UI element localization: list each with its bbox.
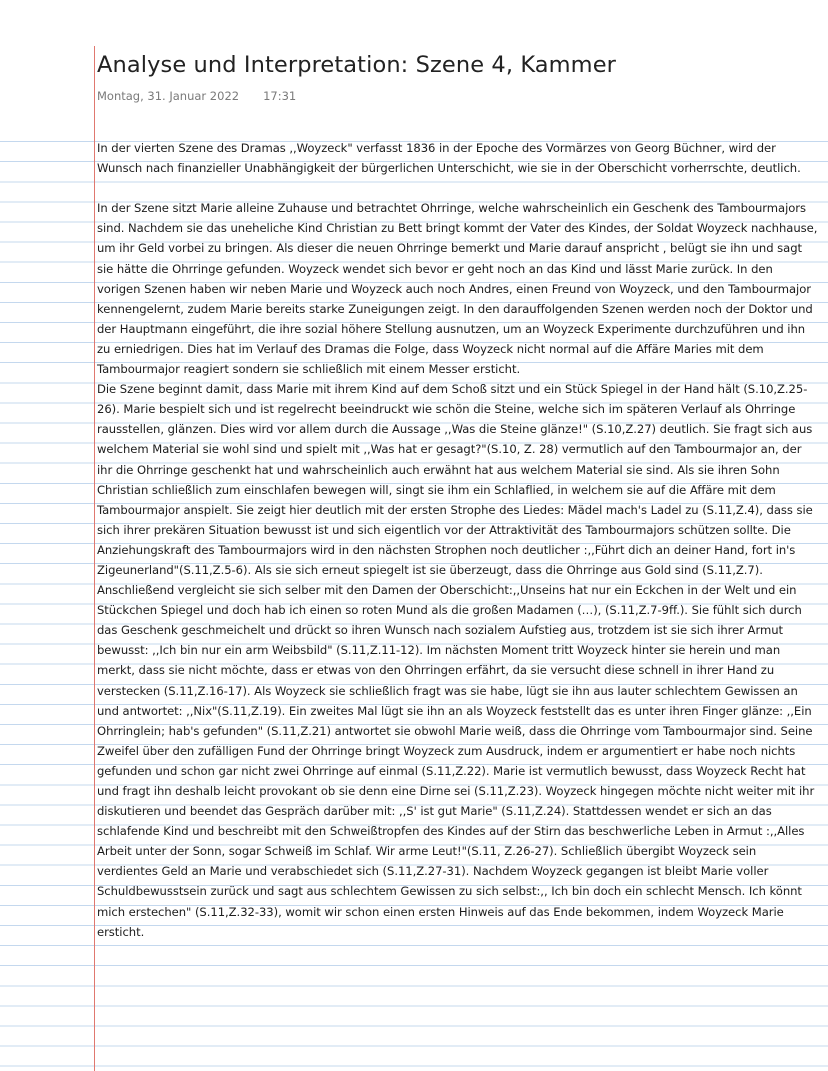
- note-date: Montag, 31. Januar 2022: [97, 89, 240, 103]
- paragraph-context: In der Szene sitzt Marie alleine Zuhause und betrachtet Ohrringe, welche wahrscheinlich ein Geschenk des Tambourmajors sind. Nachdem sie das uneheliche Kind Christian zu Bett bringt kommt der Vater des Kindes, der Soldat Woyzeck nachhause, um ihr Geld vorbei zu bringen. Als dieser die neuen Ohrringe bemerkt und Marie darauf anspricht , belügt sie ihn und sagt sie hätte die Ohrringe gefunden. Woyzeck wendet sich bevor er geht noch an das Kind und lässt Marie zurück. In den vorigen Szenen haben wir neben Marie und Woyzeck auch noch Andres, einen Freund von Woyzeck, und den Tambourmajor kennengelernt, zudem Marie bereits starke Zuneigungen zeigt. In den darauffolgenden Szenen werden noch der Doktor und der Hauptmann eingeführt, die ihre sozial höhere Stellung ausnutzen, um an Woyzeck Experimente durchzuführen und ihn zu erniedrigen. Dies hat im Verlauf des Dramas die Folge, dass Woyzeck nicht normal auf die Affäre Maries mit dem Tambourmajor reagiert sondern sie schließlich mit einem Messer ersticht.: [97, 201, 818, 377]
- paragraph-gap: [97, 178, 819, 198]
- note-time: 17:31: [263, 89, 297, 103]
- paragraph-intro: In der vierten Szene des Dramas ,,Woyzeck" verfasst 1836 in der Epoche des Vormärzes von Georg Büchner, wird der Wunsch nach finanzieller Unabhängigkeit der bürgerlichen Unterschicht, wie sie in der Oberschicht vorherrschte, deutlich.: [97, 141, 801, 176]
- note-timestamp: [97, 88, 296, 104]
- margin-line: [94, 46, 95, 1071]
- note-body[interactable]: [97, 138, 819, 942]
- page-title[interactable]: Analyse und Interpretation: Szene 4, Kammer: [97, 52, 616, 78]
- paragraph-analysis: Die Szene beginnt damit, dass Marie mit ihrem Kind auf dem Schoß sitzt und ein Stück Spiegel in der Hand hält (S.10,Z.25-26). Marie bespielt sich und ist regelrecht beeindruckt wie schön die Steine, welche sich im späteren Verlauf als Ohrringe rausstellen, glänzen. Dies wird vor allem durch die Aussage ,,Was die Steine glänze!" (S.10,Z.27) deutlich. Sie fragt sich aus welchem Material sie wohl sind und spielt mit ,,Was hat er gesagt?"(S.10, Z. 28) vermutlich auf den Tambourmajor an, der ihr die Ohrringe geschenkt hat und wahrscheinlich auch erwähnt hat aus welchem Material sie sind. Als sie ihren Sohn Christian schließlich zum einschlafen bewegen will, singt sie ihm ein Schlaflied, in welchem sie auf die Affäre mit dem Tambourmajor anspielt. Sie zeigt hier deutlich mit der ersten Strophe des Liedes: Mädel mach's Ladel zu (S.11,Z.4), dass sie sich ihrer prekären Situation bewusst ist und sich eigentlich vor der Attraktivität des Tambourmajors schützen sollte. Die Anziehungskraft des Tambourmajors wird in den nächsten Strophen noch deutlicher :,,Führt dich an deiner Hand, fort in's Zigeunerland"(S.11,Z.5-6). Als sie sich erneut spiegelt ist sie überzeugt, dass die Ohrringe aus Gold sind (S.11,Z.7). Anschließend vergleicht sie sich selber mit den Damen der Oberschicht:,,Unseins hat nur ein Eckchen in der Welt und ein Stückchen Spiegel und doch hab ich einen so roten Mund als die großen Madamen (…), (S.11,Z.7-9ff.). Sie fühlt sich durch das Geschenk geschmeichelt und drückt so ihren Wunsch nach sozialem Aufstieg aus, trotzdem ist sie sich ihrer Armut bewusst: ,,Ich bin nur ein arm Weibsbild" (S.11,Z.11-12). Im nächsten Moment tritt Woyzeck hinter sie herein und man merkt, dass sie nicht möchte, dass er etwas von den Ohrringen erfährt, da sie versucht diese schnell in ihrer Hand zu verstecken (S.11,Z.16-17). Als Woyzeck sie schließlich fragt was sie habe, lügt sie ihn aus lauter schlechtem Gewissen an und antwortet: ,,Nix"(S.11,Z.19). Ein zweites Mal lügt sie ihn an als Woyzeck feststellt das es unter ihren Finger glänze: ,,Ein Ohrringlein; hab's gefunden" (S.11,Z.21) antwortet sie obwohl Marie weiß, dass die Ohrringe vom Tambourmajor sind. Seine Zweifel über den zufälligen Fund der Ohrringe bringt Woyzeck zum Ausdruck, indem er argumentiert er habe noch nichts gefunden und schon gar nicht zwei Ohrringe auf einmal (S.11,Z.22). Marie ist vermutlich bewusst, dass Woyzeck Recht hat und fragt ihn deshalb leicht provokant ob sie denn eine Dirne sei (S.11,Z.23). Woyzeck hingegen möchte nicht weiter mit ihr diskutieren und beendet das Gespräch darüber mit: ,,S' ist gut Marie" (S.11,Z.24). Stattdessen wendet er sich an das schlafende Kind und beschreibt mit den Schweißtropfen des Kindes auf der Stirn das beschwerliche Leben in Armut :,,Alles Arbeit unter der Sonn, sogar Schweiß im Schlaf. Wir arme Leut!"(S.11, Z.26-27). Schließlich übergibt Woyzeck sein verdientes Geld an Marie und verabschiedet sich (S.11,Z.27-31). Nachdem Woyzeck gegangen ist bleibt Marie voller Schuldbewusstsein zurück und sagt aus schlechtem Gewissen zu sich selbst:,, Ich bin doch ein schlecht Mensch. Ich könnt mich erstechen" (S.11,Z.32-33), womit wir schon einen ersten Hinweis auf das Ende bekommen, indem Woyzeck Marie ersticht.: [97, 382, 815, 939]
